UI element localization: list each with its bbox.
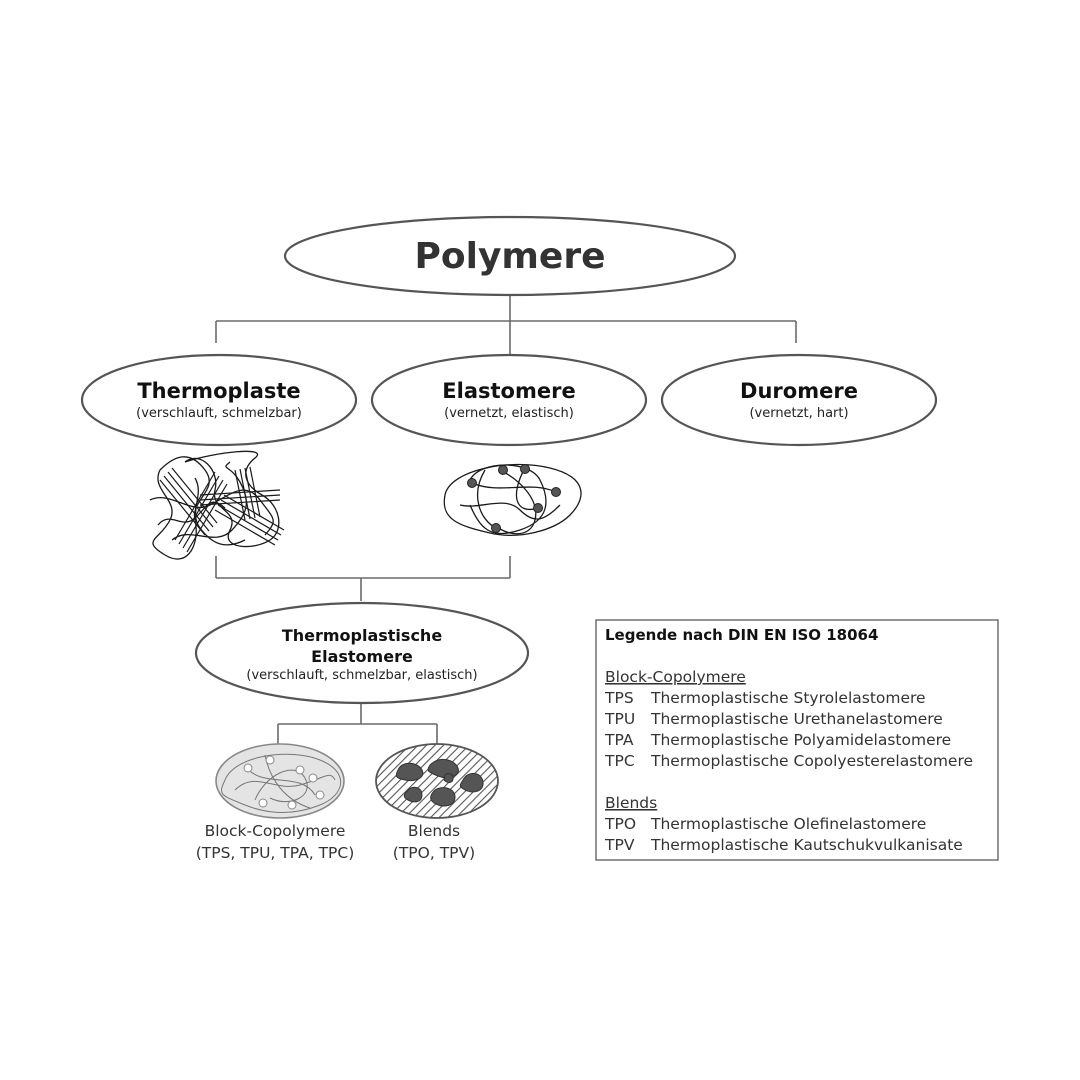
duromere-sub: (vernetzt, hart): [749, 406, 849, 421]
legend-text: Thermoplastische Polyamidelastomere: [651, 731, 952, 749]
block-copolymere-label: Block-Copolymere: [204, 822, 346, 840]
node-duromere: [662, 355, 936, 445]
connector-tpe-subtypes: [278, 703, 437, 744]
legend-code: TPA: [605, 731, 634, 749]
legend-code: TPO: [605, 815, 637, 833]
node-thermoplaste: [82, 355, 356, 445]
legend-box: [596, 620, 998, 860]
node-thermoplastische-elastomere: [196, 603, 528, 703]
node-elastomere: [372, 355, 646, 445]
legend-group-heading: Block-Copolymere: [605, 668, 746, 686]
tpe-label-line2: Elastomere: [311, 647, 413, 666]
elastomere-label: Elastomere: [442, 379, 576, 403]
blends-label: Blends: [407, 822, 461, 840]
thermoplaste-sub: (verschlauft, schmelzbar): [136, 406, 302, 421]
legend-text: Thermoplastische Olefinelastomere: [651, 815, 927, 833]
blends-sub: (TPO, TPV): [392, 844, 476, 862]
legend-text: Thermoplastische Kautschukvulkanisate: [651, 836, 963, 854]
connector-categories-tpe: [216, 556, 510, 601]
legend-group-heading: Blends: [605, 794, 658, 812]
thermoplaste-label: Thermoplaste: [137, 379, 301, 403]
legend-code: TPC: [605, 752, 635, 770]
blends-illustration: [376, 744, 498, 818]
root-label: Polymere: [414, 236, 606, 277]
block-copolymere-sub: (TPS, TPU, TPA, TPC): [195, 844, 355, 862]
legend-code: TPU: [605, 710, 636, 728]
node-polymere: [285, 217, 735, 295]
legend-text: Thermoplastische Styrolelastomere: [651, 689, 926, 707]
connector-root-categories: [216, 296, 796, 356]
legend-code: TPS: [605, 689, 634, 707]
duromere-label: Duromere: [740, 379, 858, 403]
elastomere-network-illustration: [444, 464, 581, 535]
legend-text: Thermoplastische Copolyesterelastomere: [651, 752, 974, 770]
tpe-sub: (verschlauft, schmelzbar, elastisch): [246, 668, 478, 683]
thermoplaste-chain-illustration: [150, 451, 284, 559]
legend-code: TPV: [605, 836, 635, 854]
tpe-label-line1: Thermoplastische: [281, 626, 443, 645]
elastomere-sub: (vernetzt, elastisch): [444, 406, 574, 421]
legend-text: Thermoplastische Urethanelastomere: [651, 710, 943, 728]
legend-title: Legende nach DIN EN ISO 18064: [605, 626, 879, 644]
block-copolymere-illustration: [216, 744, 344, 818]
